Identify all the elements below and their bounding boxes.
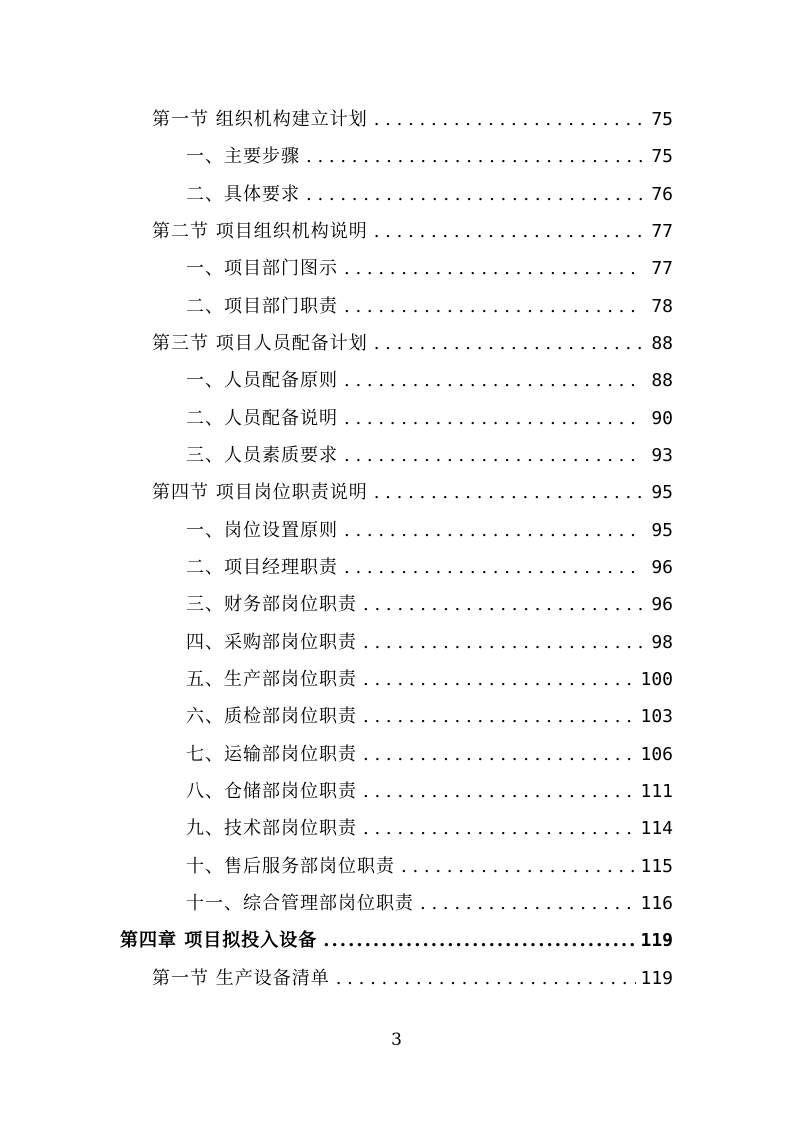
toc-leader-dots [306,176,643,213]
toc-entry-page: 77 [651,221,673,242]
toc-entry-title: 一、岗位设置原则 [186,520,338,541]
toc-entry-page: 88 [651,333,673,354]
toc-entry-page: 98 [651,632,673,653]
toc-entry-title: 第四节 项目岗位职责说明 [152,482,368,503]
toc-entry-page: 88 [651,370,673,391]
toc-entry[interactable] [186,437,673,474]
toc-leader-dots [344,250,643,287]
toc-entry[interactable] [186,736,673,773]
toc-entry[interactable] [186,848,673,885]
toc-leader-dots [344,437,643,474]
toc-entry-page: 96 [651,557,673,578]
toc-entry-title: 二、项目部门职责 [186,296,338,317]
toc-entry-title: 五、生产部岗位职责 [186,669,357,690]
toc-entry-title: 一、主要步骤 [186,146,300,167]
toc-entry[interactable] [120,922,673,959]
toc-entry-title: 第三节 项目人员配备计划 [152,333,368,354]
toc-leader-dots [344,400,643,437]
toc-entry[interactable] [152,325,673,362]
toc-leader-dots [401,848,636,885]
toc-entry[interactable] [186,288,673,325]
toc-entry[interactable] [186,661,673,698]
toc-leader-dots [420,885,636,922]
toc-entry-page: 90 [651,408,673,429]
toc-entry[interactable] [186,810,673,847]
toc-leader-dots [344,512,643,549]
toc-leader-dots [344,549,643,586]
toc-entry[interactable] [152,213,673,250]
toc-leader-dots [363,773,636,810]
page-number: 3 [391,1030,402,1050]
toc-entry-title: 二、项目经理职责 [186,557,338,578]
toc-entry[interactable] [186,624,673,661]
toc-entry-page: 116 [640,893,673,914]
toc-entry-page: 119 [640,930,673,951]
toc-entry-page: 95 [651,520,673,541]
toc-entry-title: 三、人员素质要求 [186,445,338,466]
toc-entry[interactable] [186,885,673,922]
toc-entry-page: 75 [651,146,673,167]
toc-entry-title: 四、采购部岗位职责 [186,632,357,653]
toc-entry-title: 第二节 项目组织机构说明 [152,221,368,242]
toc-leader-dots [344,288,643,325]
toc-leader-dots [363,586,643,623]
toc-entry-title: 九、技术部岗位职责 [186,818,357,839]
toc-entry-title: 三、财务部岗位职责 [186,594,357,615]
toc-entry-page: 103 [640,706,673,727]
toc-entry-title: 第一节 组织机构建立计划 [152,109,368,130]
toc-leader-dots [363,736,636,773]
toc-entry-page: 106 [640,744,673,765]
toc-leader-dots [363,698,636,735]
toc-entry-title: 一、人员配备原则 [186,370,338,391]
toc-entry-title: 六、质检部岗位职责 [186,706,357,727]
toc-leader-dots [363,810,636,847]
toc-entry-title: 十、售后服务部岗位职责 [186,856,395,877]
toc-leader-dots [374,474,643,511]
toc-leader-dots [363,661,636,698]
toc-entry-page: 76 [651,184,673,205]
toc-entry[interactable] [186,362,673,399]
toc-entry-title: 一、项目部门图示 [186,258,338,279]
toc-entry-page: 111 [640,781,673,802]
toc-entry-title: 二、人员配备说明 [186,408,338,429]
toc-leader-dots [306,138,643,175]
toc-entry-page: 78 [651,296,673,317]
toc-leader-dots [374,101,643,138]
toc-leader-dots [336,960,637,997]
toc-entry-title: 八、仓储部岗位职责 [186,781,357,802]
toc-entry-page: 95 [651,482,673,503]
toc-entry[interactable] [186,586,673,623]
toc-entry-page: 75 [651,109,673,130]
toc-leader-dots [374,213,643,250]
toc-entry[interactable] [152,474,673,511]
toc-leader-dots [374,325,643,362]
toc-entry[interactable] [186,773,673,810]
toc-entry-page: 93 [651,445,673,466]
toc-entry-page: 96 [651,594,673,615]
toc-entry-title: 十一、综合管理部岗位职责 [186,893,414,914]
toc-entry-title: 二、具体要求 [186,184,300,205]
toc-entry-page: 77 [651,258,673,279]
toc-entry-page: 119 [640,968,673,989]
toc-entry[interactable] [152,960,673,997]
toc-entry[interactable] [186,549,673,586]
toc-entry[interactable] [186,512,673,549]
toc-entry-title: 七、运输部岗位职责 [186,744,357,765]
toc-entry-page: 115 [640,856,673,877]
toc-entry[interactable] [186,138,673,175]
toc-leader-dots [363,624,643,661]
toc-entry[interactable] [186,250,673,287]
toc-leader-dots [323,922,636,959]
toc-entry[interactable] [186,400,673,437]
toc-entry[interactable] [186,698,673,735]
toc-entry[interactable] [186,176,673,213]
toc-entry-page: 114 [640,818,673,839]
toc-entry-title: 第一节 生产设备清单 [152,968,330,989]
toc-leader-dots [344,362,643,399]
toc-entry-title: 第四章 项目拟投入设备 [120,930,318,951]
toc-entry-page: 100 [640,669,673,690]
toc-entry[interactable] [152,101,673,138]
